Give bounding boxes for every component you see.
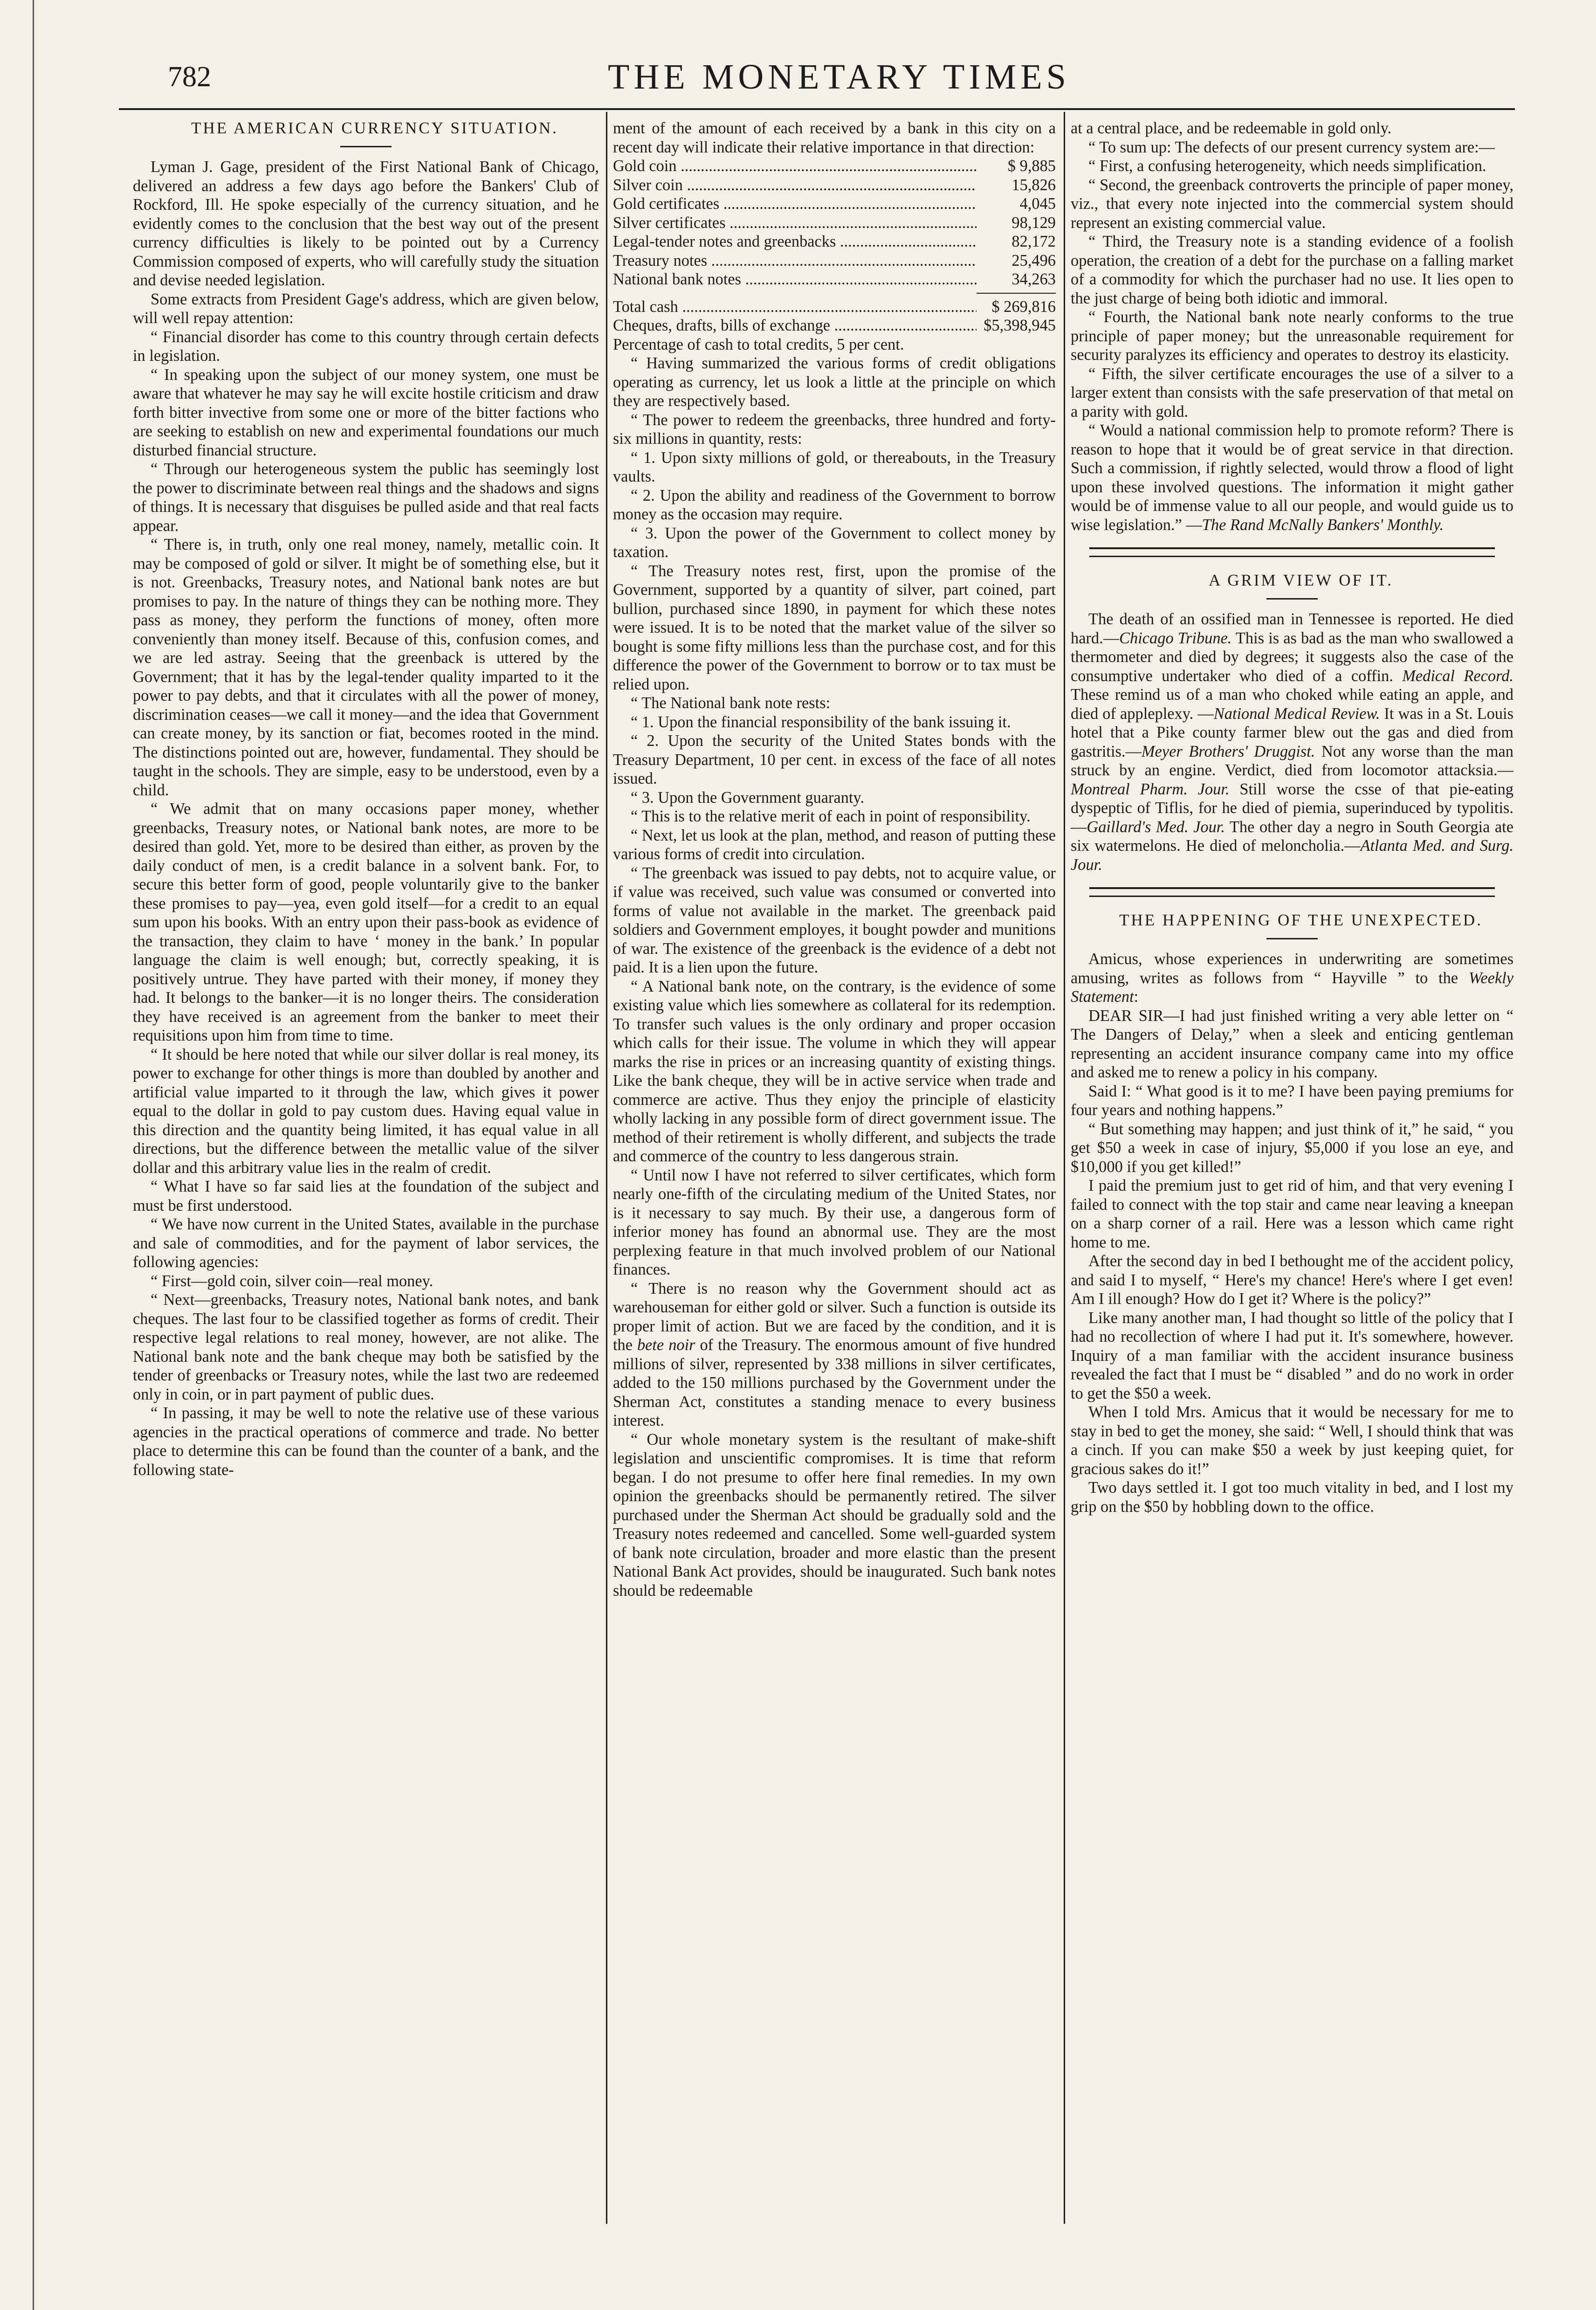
section-divider [1089, 887, 1495, 897]
paragraph: “ This is to the relative merit of each in point of responsibility. [631, 807, 1031, 825]
article-heading-happening: THE HAPPENING OF THE UNEXPECTED. [1119, 911, 1483, 929]
ledger-row: Gold certificates ..... 4,045 [613, 194, 1056, 214]
paragraph: Two days settled it. I got too much vitality in bed, and I lost my grip on the $50 by hobbling down to the office. [1071, 1479, 1513, 1516]
paragraph: “ Fourth, the National bank note nearly conforms to the true principle of paper money; but the unreasonable requirement for security paralyzes its efficiency and operates to destroy its elasticity. [1071, 308, 1513, 364]
paragraph: “ A National bank note, on the contrary, is the evidence of some existing value which lies somewhere as collateral for its redemption. To transfer such values is the only ordinary and proper occasion which calls for their issue. The volume in which they will appear marks the rise in prices or an increasing quantity of existing things. Like the bank cheque, they will be in active service when trade and commerce are active. Thus they enjoy the principle of elasticity wholly lacking in any possible form of direct government issue. The method of their retirement is wholly different, and subjects the trade and commerce of the country to less dangerous strain. [613, 977, 1056, 1165]
paragraph: “ Fifth, the silver certificate encourages the use of a silver to a larger extent than consists with the safe preservation of that metal on a parity with gold. [1071, 365, 1513, 421]
section-divider [1089, 547, 1495, 557]
paragraph: Some extracts from President Gage's address, which are given below, will well repay attention: [133, 290, 599, 327]
paragraph: After the second day in bed I bethought me of the accident policy, and said I to myself, “ Here's my chance! Here's where I get even! Am I ill enough? How do I get it? Where is the policy?” [1071, 1252, 1513, 1308]
paragraph: “ What I have so far said lies at the foundation of the subject and must be first understood. [133, 1178, 599, 1214]
paragraph: “ Until now I have not referred to silver certificates, which form nearly one-fifth of the circulating medium of the United States, nor is it necessary to say much. By their use, a dangerous form of inferior money has found an abnormal use. They are the most perplexing feature in that much involved problem of our National finances. [613, 1166, 1056, 1278]
paragraph: at a central place, and be redeemable in gold only. [1071, 119, 1392, 137]
paragraph: “ 1. Upon the financial responsibility of the bank issuing it. [631, 713, 1011, 731]
paragraph: “ First—gold coin, silver coin—real money. [151, 1272, 433, 1290]
paragraph: “ But something may happen; and just think of it,” he said, “ you get $50 a week in case of injury, $5,000 if you lose an eye, and $10,000 if you get killed!” [1071, 1120, 1513, 1176]
heading-rule [340, 146, 392, 147]
paragraph: “ In speaking upon the subject of our money system, one must be aware that whatever he may say he will excite hostile criticism and draw forth bitter invective from some one or more of the bitter factions who are seeking to establish on new and experimental foundations our much disturbed financial structure. [133, 365, 599, 459]
paragraph: “ Next, let us look at the plan, method, and reason of putting these various forms of credit into circulation. [613, 826, 1056, 863]
column-3 [1071, 119, 1513, 1516]
paragraph: ment of the amount of each received by a bank in this city on a recent day will indicate their relative importance in that direction: [613, 119, 1056, 156]
article-heading-currency: THE AMERICAN CURRENCY SITUATION. [191, 119, 558, 137]
column-divider-left [606, 112, 607, 2224]
column-divider-right [1064, 112, 1065, 2224]
paragraph: “ To sum up: The defects of our present currency system are:— [1088, 138, 1495, 156]
percentage-line: Percentage of cash to total credits, 5 per cent. [613, 335, 904, 353]
paragraph: “ Through our heterogeneous system the public has seemingly lost the power to discriminate between real things and the shadows and signs of things. It is necessary that disguises be pulled aside and that real facts appear. [133, 460, 599, 535]
paragraph: Like many another man, I had thought so little of the policy that I had no recollection of where I had put it. It's somewhere, however. Inquiry of a man familiar with the accident insurance business revealed the fact that I must be “ disabled ” and do no work in order to get the $50 a week. [1071, 1309, 1513, 1402]
paragraph: “ In passing, it may be well to note the relative use of these various agencies in the practical operations of commerce and trade. No better place to determine this can be found than the counter of a bank, and the following state- [133, 1404, 599, 1479]
ledger-row: National bank notes ..... 34,263 [613, 270, 1056, 289]
paragraph-grim: The death of an ossified man in Tennessee is reported. He died hard.—Chicago Tribune. This is as bad as the man who swallowed a thermometer and died by degrees; it suggests also the case of the consumptive undertaker who died of a coffin. Medical Record. These remind us of a man who choked while eating an apple, and died of appleplexy. —National Medical Review. It was in a St. Louis hotel that a Pike county farmer blew out the gas and died from gastritis.—Meyer Brothers' Druggist. Not any worse than the man struck by an engine. Verdict, died from locomotor attacksia.—Montreal Pharm. Jour. Still worse the csse of that pie-eating dyspeptic of Tiflis, for he died of piemia, superinduced by typolitis.—Gaillard's Med. Jour. The other day a negro in South Georgia ate six watermelons. He died of meloncholia.—Atlanta Med. and Surg. Jour. [1071, 610, 1514, 874]
paragraph: “ Second, the greenback controverts the principle of paper money, viz., that every note injected into the commercial system should represent an existing commercial value. [1071, 176, 1513, 232]
paragraph: “ Would a national commission help to promote reform? There is reason to hope that it would be of great service in that direction. Such a commission, if rightly selected, would throw a flood of light upon these involved questions. The information it might gather would be of immense value to all our people, and would guide us to wise legislation.” —The Rand McNally Bankers' Monthly. [1071, 421, 1513, 534]
ledger-row: Legal-tender notes and greenbacks ..... 82,172 [613, 232, 1056, 251]
cash-ledger [613, 157, 1056, 289]
ledger-row: Treasury notes ..... 25,496 [613, 251, 1056, 270]
ledger-row: Cheques, drafts, bills of exchange ..... $5,398,945 [613, 316, 1056, 335]
paragraph: “ Having summarized the various forms of credit obligations operating as currency, let us look a little at the principle on which they are respectively based. [613, 354, 1056, 410]
column-2 [613, 119, 1056, 1600]
column-1 [133, 119, 599, 1479]
paragraph: “ Financial disorder has come to this country through certain defects in legislation. [133, 328, 599, 365]
totals-ledger [613, 297, 1056, 335]
paragraph: “ The greenback was issued to pay debts, not to acquire value, or if value was received, such value was consumed or converted into forms of value not available in the market. The greenback paid soldiers and Government employes, it bought powder and munitions of war. The existence of the greenback is the evidence of a debt not paid. It is a lien upon the future. [613, 864, 1056, 976]
paragraph: “ Next—greenbacks, Treasury notes, National bank notes, and bank cheques. The last four to be classified together as forms of credit. Their respective legal relations to real money, however, are not alike. The National bank note and the bank cheque may both be satisfied by the tender of greenbacks or Treasury notes, while the last two are redeemed only in coin, or in part payment of public dues. [133, 1291, 599, 1403]
paragraph: “ We admit that on many occasions paper money, whether greenbacks, Treasury notes, or National bank notes, are more to be desired than gold. Yet, more to be desired than either, as proven by the daily conduct of men, is a credit balance in a solvent bank. For, to secure this better form of good, people voluntarily give to the banker these promises to pay—yea, even gold itself—for a credit to an equal sum upon his books. With an entry upon their pass-book as evidence of the transaction, they claim to have ‘ money in the bank.’ In popular language the claim is well enough; but, correctly speaking, it is positively untrue. They have parted with their money, if money they had. It belongs to the banker—it is no longer theirs. The consideration they have received is an agreement from the banker to meet their requisitions upon him from time to time. [133, 800, 599, 1044]
paragraph: “ 2. Upon the security of the United States bonds with the Treasury Department, 10 per cent. in excess of the face of all notes issued. [613, 732, 1056, 787]
paragraph: “ 3. Upon the Government guaranty. [631, 788, 865, 807]
paragraph: “ There is no reason why the Government should act as warehouseman for either gold or silver. Such a function is outside its proper limit of action. But we are faced by the condition, and it is the bete noir of the Treasury. The enormous amount of five hundred millions of silver, represented by 338 millions in silver certificates, added to the 150 millions purchased by the Government under the Sherman Act, constitutes a standing menace to every business interest. [613, 1279, 1056, 1429]
paragraph: “ 1. Upon sixty millions of gold, or thereabouts, in the Treasury vaults. [613, 448, 1056, 485]
paragraph: Said I: “ What good is it to me? I have been paying premiums for four years and nothing happens.” [1071, 1082, 1513, 1119]
heading-rule [1266, 598, 1318, 600]
paragraph: “ The Treasury notes rest, first, upon the promise of the Government, supported by a quantity of silver, part coined, part bullion, purchased since 1890, in payment for which these notes were issued. It is to be noted that the market value of the silver so bought is some fifty millions less than the purchase cost, and for this difference the power of the Government to borrow or to tax must be relied upon. [613, 562, 1056, 693]
article-heading-grim: A GRIM VIEW OF IT. [1209, 571, 1393, 589]
paragraph: “ 3. Upon the power of the Government to collect money by taxation. [613, 524, 1056, 561]
paragraph: “ Third, the Treasury note is a standing evidence of a foolish operation, the creation of a debt for the purchase on a falling market of a commodity for which the purchaser had no use. It lies open to the just charge of being both idiotic and immoral. [1071, 233, 1513, 307]
heading-rule [1266, 938, 1318, 939]
paragraph: When I told Mrs. Amicus that it would be necessary for me to stay in bed to get the money, she said: “ Well, I should think that was a cinch. If you can make $50 a week by just keeping quiet, for gracious sakes do it!” [1071, 1403, 1513, 1478]
ledger-row: Silver coin ..... 15,826 [613, 176, 1056, 195]
paragraph: DEAR SIR—I had just finished writing a very able letter on “ The Dangers of Delay,” when a sleek and enticing gentleman representing an accident insurance company came into my office and asked me to renew a policy in his company. [1071, 1007, 1513, 1081]
ledger-row: Total cash ..... $ 269,816 [613, 297, 1056, 317]
paragraph: Amicus, whose experiences in underwriting are sometimes amusing, writes as follows from “ Hayville ” to the Weekly Statement: [1071, 950, 1513, 1006]
paragraph: “ 2. Upon the ability and readiness of the Government to borrow money as the occasion may require. [613, 486, 1056, 523]
paragraph: I paid the premium just to get rid of him, and that very evening I failed to connect with the top stair and came near leaving a kneepan on a sharp corner of a rail. Here was a lesson which came right home to me. [1071, 1177, 1513, 1251]
paragraph: “ First, a confusing heterogeneity, which needs simplification. [1088, 157, 1486, 175]
paragraph: Lyman J. Gage, president of the First National Bank of Chicago, delivered an address a few days ago before the Bankers' Club of Rockford, Ill. He spoke especially of the currency situation, and he evidently comes to the conclusion that the best way out of the present currency difficulties is likely to be pointed out by a Currency Commission composed of experts, who will carefully study the situation and devise needed legislation. [133, 158, 599, 289]
ledger-row: Silver certificates ..... 98,129 [613, 214, 1056, 233]
source-credit: The Rand McNally Bankers' Monthly. [1202, 516, 1444, 534]
ledger-row: Gold coin ..... $ 9,885 [613, 157, 1056, 176]
masthead-rule [119, 108, 1515, 110]
paragraph: “ The power to redeem the greenbacks, three hundred and forty-six millions in quantity, rests: [613, 411, 1056, 448]
total-rule [977, 293, 1056, 294]
paragraph: “ There is, in truth, only one real money, namely, metallic coin. It may be composed of gold or silver. It might be of something else, but it is not. Greenbacks, Treasury notes, and National bank notes are but promises to pay. In the nature of things they can be nothing more. They pass as money, they perform the functions of money, often more conveniently than money itself. Because of this, confusion comes, and we are led astray. Seeing that the greenback is uttered by the Government; that it has by the legal-tender quality imparted to it the power to pay debts, and that it circulates with all the power of money, discrimination ceases—we call it money—and the idea that Government can create money, by its sanction or fiat, becomes rooted in the mind. The distinctions pointed out are, however, fundamental. They should be taught in the schools. They are simple, easy to be understood, even by a child. [133, 536, 599, 799]
paragraph: “ The National bank note rests: [631, 694, 831, 712]
masthead [168, 57, 1510, 105]
paragraph: “ We have now current in the United States, available in the purchase and sale of commodities, and for the payment of labor services, the following agencies: [133, 1215, 599, 1271]
paragraph: “ It should be here noted that while our silver dollar is real money, its power to exchange for other things is more than doubled by another and artificial value imparted to it through the law, which gives it power equal to the dollar in gold to pay custom dues. Having equal value in this direction and the quantity being limited, it has equal value in all directions, but the difference between the metallic value of the silver dollar and this arbitrary value lies in the realm of credit. [133, 1045, 599, 1177]
page-edge-line [33, 0, 34, 2310]
paragraph: “ Our whole monetary system is the resultant of make-shift legislation and unscientific compromises. It is time that reform began. I do not presume to offer here final remedies. In my own opinion the greenbacks should be permanently retired. The silver purchased under the Sherman Act should be gradually sold and the Treasury notes redeemed and cancelled. Some well-guarded system of bank note circulation, broader and more elastic than the present National Bank Act provides, should be inaugurated. Such bank notes should be redeemable [613, 1430, 1056, 1600]
page-number: 782 [168, 61, 211, 93]
newspaper-title: THE MONETARY TIMES [608, 57, 1070, 97]
